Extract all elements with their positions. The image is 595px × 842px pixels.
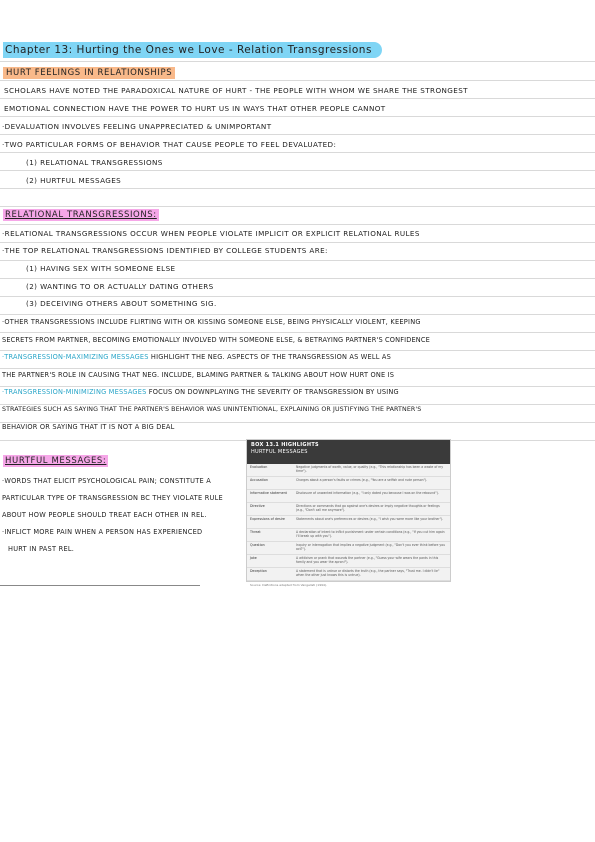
note-list-item: (2) HURTFUL MESSAGES [26,176,122,185]
note-line: SECRETS FROM PARTNER, BECOMING EMOTIONALLY INVOLVED WITH SOMEONE ELSE, & BETRAYING PARTNER'S CONFIDENCE [2,336,430,344]
section-heading-hurt-feelings: HURT FEELINGS IN RELATIONSHIPS [3,67,175,79]
box-row [247,542,450,555]
box-row [247,490,450,503]
note-line: ·INFLICT MORE PAIN WHEN A PERSON HAS EXPERIENCED [2,528,203,536]
box-row [247,529,450,542]
note-line: STRATEGIES SUCH AS SAYING THAT THE PARTNER'S BEHAVIOR WAS UNINTENTIONAL, EXPLAINING OR JUSTIFYING THE PARTNER'S [2,406,422,413]
box-row-definition: Charges about a person's faults or crimes (e.g., "You are a selfish and rude person"). [296,478,428,482]
ruled-line [0,98,595,99]
note-line: PARTICULAR TYPE OF TRANSGRESSION BC THEY VIOLATE RULE [2,494,223,502]
divider [0,585,200,586]
box-row [247,555,450,568]
box-row-definition: Disclosure of unwanted information (e.g., "I only dated you because I was on the rebound"). [296,491,439,495]
section-heading-hurtful-messages: HURTFUL MESSAGES: [5,456,107,466]
box-header [247,440,450,464]
box-row-term: Evaluation [250,465,268,469]
note-line: HURT IN PAST REL. [8,545,75,553]
note-line: ·RELATIONAL TRANSGRESSIONS OCCUR WHEN PEOPLE VIOLATE IMPLICIT OR EXPLICIT RELATIONAL RULES [2,229,420,238]
ruled-line [0,224,595,225]
box-row-definition: A witticism or prank that wounds the partner (e.g., "Guess your wife wears the pants in this family and you wear the apron!"). [296,556,439,565]
box-source: Source: Definitions adapted from Vangelisti (1994). [250,583,328,587]
note-line: ·TWO PARTICULAR FORMS OF BEHAVIOR THAT CAUSE PEOPLE TO FEEL DEVALUATED: [2,140,337,149]
box-hurtful-messages [246,439,451,587]
ruled-line [0,242,595,243]
box-row [247,464,450,477]
note-line: SCHOLARS HAVE NOTED THE PARADOXICAL NATURE OF HURT - THE PEOPLE WITH WHOM WE SHARE THE STRONGEST [4,86,468,95]
note-line-min-messages [2,387,399,397]
box-row-definition: Directions or commands that go against one's desires or imply negative thoughts or feelings (e.g., "Don't call me anymore"). [296,504,440,513]
box-row [247,568,450,581]
ruled-line [0,314,595,315]
box-row [247,503,450,516]
note-list-item: (1) RELATIONAL TRANSGRESSIONS [26,158,163,167]
box-header-subtitle: HURTFUL MESSAGES [251,449,308,455]
ruled-line [0,80,595,81]
ruled-line [0,278,595,279]
box-row-term: Expressions of desire [250,517,285,521]
note-line: ·DEVALUATION INVOLVES FEELING UNAPPRECIATED & UNIMPORTANT [2,122,272,131]
ruled-line [0,350,595,351]
ruled-line [0,296,595,297]
box-row-term: Deception [250,569,267,573]
box-row-definition: Statements about one's preferences or desires (e.g., "I wish you were more like your brother"). [296,517,444,521]
term-transgression-minimizing: ·TRANSGRESSION-MINIMIZING MESSAGES [2,388,147,396]
box-row-term: Joke [250,556,257,560]
note-line: EMOTIONAL CONNECTION HAVE THE POWER TO HURT US IN WAYS THAT OTHER PEOPLE CANNOT [4,104,386,113]
note-line: BEHAVIOR OR SAYING THAT IT IS NOT A BIG DEAL [2,423,175,431]
definition-text: HIGHLIGHT THE NEG. ASPECTS OF THE TRANSGRESSION AS WELL AS [148,353,392,361]
note-list-item: (2) WANTING TO OR ACTUALLY DATING OTHERS [26,282,214,291]
box-header-title: BOX 13.1 HIGHLIGHTS [251,442,319,448]
ruled-line [0,116,595,117]
ruled-line [0,61,595,62]
ruled-line [0,134,595,135]
chapter-title: Chapter 13: Hurting the Ones we Love - Relation Transgressions [3,42,382,58]
ruled-line [0,152,595,153]
note-list-item: (1) HAVING SEX WITH SOMEONE ELSE [26,264,176,273]
ruled-line [0,206,595,207]
ruled-line [0,332,595,333]
box-row [247,477,450,490]
note-line: ·WORDS THAT ELICIT PSYCHOLOGICAL PAIN; CONSTITUTE A [2,477,212,485]
note-list-item: (3) DECEIVING OTHERS ABOUT SOMETHING SIG. [26,299,217,308]
note-line: THE PARTNER'S ROLE IN CAUSING THAT NEG. INCLUDE, BLAMING PARTNER & TALKING ABOUT HOW HURT ONE IS [2,371,395,379]
term-transgression-maximizing: ·TRANSGRESSION-MAXIMIZING MESSAGES [2,353,149,361]
ruled-line [0,260,595,261]
box-row [247,516,450,529]
box-row-definition: A statement that is untrue or distorts the truth (e.g., the partner says, "Trust me. I didn't lie" when the other just knows this is untrue). [296,569,440,578]
definition-text: FOCUS ON DOWNPLAYING THE SEVERITY OF TRANSGRESSION BY USING [146,388,399,396]
ruled-line [0,170,595,171]
ruled-line [0,368,595,369]
box-row-definition: Negative judgments of worth, value, or quality (e.g., "This relationship has been a waste of my time"). [296,465,444,474]
note-line: ·OTHER TRANSGRESSIONS INCLUDE FLIRTING WITH OR KISSING SOMEONE ELSE, BEING PHYSICALLY VIOLENT, KEEPING [2,318,421,326]
box-row-term: Accusation [250,478,268,482]
section-heading-relational-transgressions: RELATIONAL TRANSGRESSIONS: [5,210,157,220]
box-row-term: Question [250,543,265,547]
box-row-term: Directive [250,504,265,508]
note-line: ·THE TOP RELATIONAL TRANSGRESSIONS IDENTIFIED BY COLLEGE STUDENTS ARE: [2,246,328,255]
ruled-line [0,188,595,189]
box-row-definition: Inquiry or interrogation that implies a negative judgment (e.g., "Don't you ever think before you act?"). [296,543,446,552]
note-line: ABOUT HOW PEOPLE SHOULD TREAT EACH OTHER IN REL. [2,511,207,519]
box-row-definition: A declaration of intent to inflict punishment under certain conditions (e.g., "If you cut him again I'll break up with you"). [296,530,445,539]
box-row-term: Informative statement [250,491,287,495]
box-row-term: Threat [250,530,261,534]
note-line-max-messages [2,352,391,362]
